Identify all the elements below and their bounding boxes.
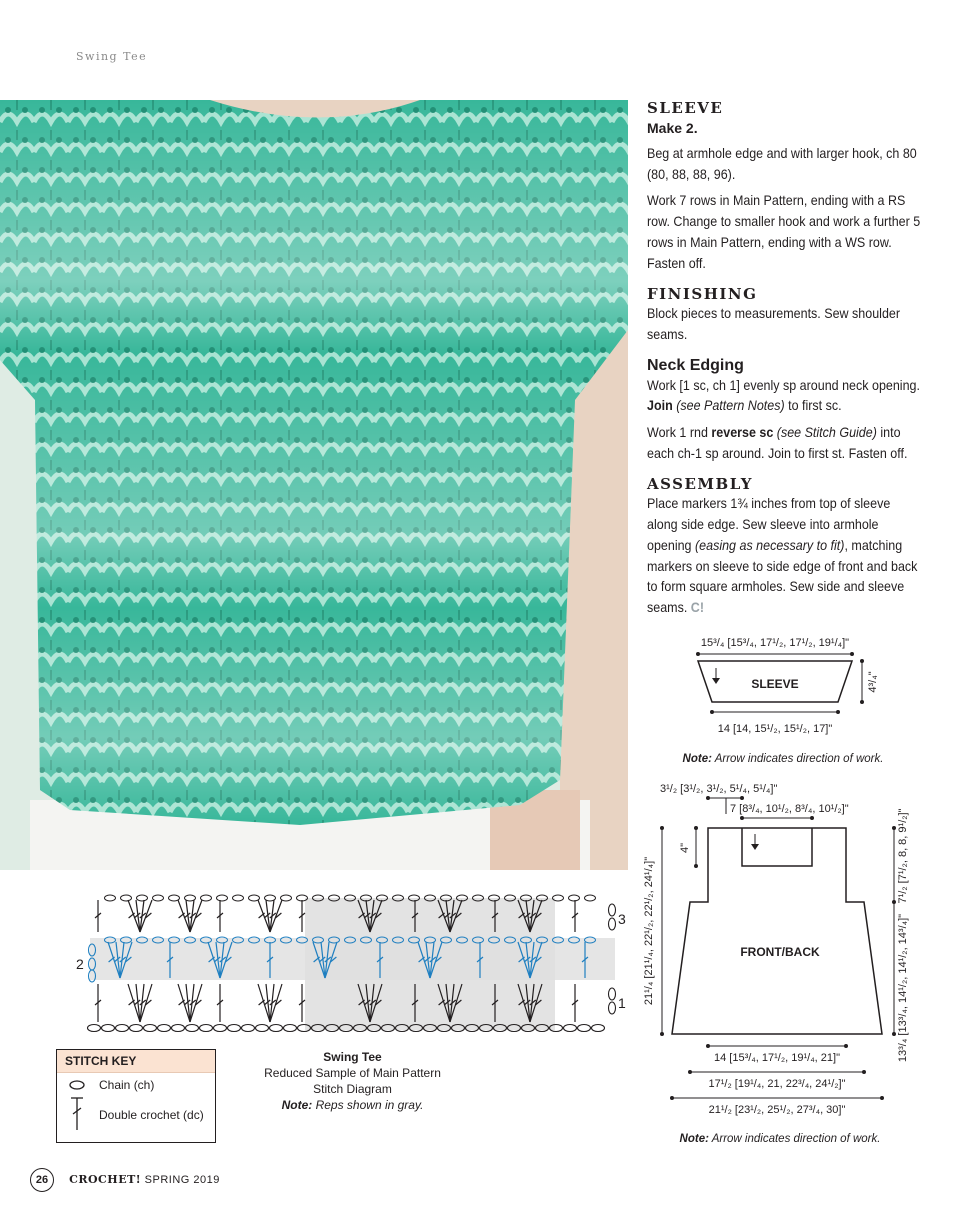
chain-stitch <box>217 895 228 901</box>
page-number: 26 <box>30 1168 54 1192</box>
chain-stitch <box>228 1025 241 1032</box>
front-back-label: FRONT/BACK <box>740 945 820 959</box>
chain-stitch <box>569 895 580 901</box>
body-note: Note: Arrow indicates direction of work. <box>679 1133 881 1145</box>
chain-stitch <box>102 1025 115 1032</box>
neck-para-2: Work 1 rnd reverse sc (see Stitch Guide) into each ch-1 sp around. Join to first st. Fasten off. <box>647 425 908 461</box>
diagram-caption <box>240 1049 465 1113</box>
caption-title: Swing Tee <box>323 1050 382 1064</box>
row-label-2: 2 <box>76 956 84 972</box>
issue-label: SPRING 2019 <box>141 1174 220 1186</box>
chain-stitch <box>578 1025 591 1032</box>
assembly-heading: ASSEMBLY <box>647 475 753 494</box>
chain-stitch <box>116 1025 129 1032</box>
chain-stitch <box>158 1025 171 1032</box>
turning-chain <box>609 988 616 1000</box>
row-label-3: 3 <box>618 911 626 927</box>
stitch-diagram <box>70 888 640 1040</box>
sleeve-bottom-measure: 14 [14, 15¹/₂, 15¹/₂, 17]" <box>717 723 833 735</box>
assembly-para: Place markers 1¾ inches from top of sleeve along side edge. Sew sleeve into armhole opening (easing as necessary to fit), matching markers on sleeve to side edge of front and back to form square armholes. Sew side and sleeve seams. C! <box>647 496 918 615</box>
neck-width-measure: 7 [8³/₄, 10¹/₂, 8³/₄, 10¹/₂]" <box>730 803 849 815</box>
chain-stitch <box>137 895 148 901</box>
chain-stitch <box>144 1025 157 1032</box>
chain-stitch <box>121 895 132 901</box>
sleeve-side-measure: 4³/₄" <box>867 671 879 693</box>
key-chain-label: Chain (ch) <box>99 1078 155 1092</box>
neck-depth-measure: 4" <box>679 842 691 854</box>
sleeve-label: SLEEVE <box>751 677 799 691</box>
chain-stitch <box>284 1025 297 1032</box>
front-back-schematic <box>640 776 940 1148</box>
chain-stitch <box>270 1025 283 1032</box>
armhole-measure: 7¹/₂ [7¹/₂, 8, 8, 9¹/₂]" <box>897 808 909 904</box>
turning-chain <box>609 918 616 930</box>
length-measure: 21¹/₄ [21¹/₄, 22¹/₂, 22¹/₂, 24¹/₄]" <box>643 856 655 1006</box>
page-footer <box>30 1168 220 1192</box>
caption-line-2: Stitch Diagram <box>313 1082 392 1096</box>
garment-photo <box>0 100 628 870</box>
finishing-para: Block pieces to measurements. Sew shoulder seams. <box>647 306 901 342</box>
finishing-heading: FINISHING <box>647 285 758 304</box>
neck-para-1: Work [1 sc, ch 1] evenly sp around neck opening. Join (see Pattern Notes) to first sc. <box>647 377 920 414</box>
end-mark: C! <box>690 599 704 615</box>
chain-stitch <box>153 895 164 901</box>
sleeve-para-2: Work 7 rows in Main Pattern, ending with a RS row. Change to smaller hook and work a further 5 rows in Main Pattern, ending with a WS row. Fasten off. <box>647 193 921 271</box>
key-dc-label: Double crochet (dc) <box>99 1108 204 1122</box>
chain-stitch <box>130 1025 143 1032</box>
sleeve-top-measure: 15³/₄ [15³/₄, 17¹/₂, 17¹/₂, 19¹/₄]" <box>700 637 850 649</box>
chain-stitch <box>592 1025 605 1032</box>
instructions-column <box>647 98 922 625</box>
caption-note: Note: Reps shown in gray. <box>281 1098 424 1112</box>
row-label-1: 1 <box>618 995 626 1011</box>
sleeve-note: Note: Arrow indicates direction of work. <box>682 753 884 765</box>
chain-stitch <box>200 1025 213 1032</box>
shoulder-measure: 3¹/₂ [3¹/₂, 3¹/₂, 5¹/₄, 5¹/₄]" <box>660 783 778 795</box>
chain-stitch <box>88 1025 101 1032</box>
turning-chain <box>609 904 616 916</box>
dc-symbol-icon <box>67 1094 87 1134</box>
side-measure: 13³/₄ [13³/₄, 14¹/₂, 14¹/₂, 14³/₄]" <box>897 913 909 1063</box>
caption-line-1: Reduced Sample of Main Pattern <box>264 1066 441 1080</box>
chain-stitch <box>172 1025 185 1032</box>
chain-stitch <box>564 1025 577 1032</box>
sleeve-para-1: Beg at armhole edge and with larger hook, ch 80 (80, 88, 88, 96). <box>647 146 917 182</box>
chain-oval-icon <box>67 1078 87 1092</box>
stitch-key <box>56 1049 216 1143</box>
turning-chain <box>609 1002 616 1014</box>
chain-stitch <box>233 895 244 901</box>
sleeve-heading: SLEEVE <box>647 99 724 117</box>
stitch-key-title: STITCH KEY <box>57 1050 215 1073</box>
upper-width-measure: 14 [15³/₄, 17¹/₂, 19¹/₄, 21]" <box>714 1052 840 1064</box>
chain-stitch <box>214 1025 227 1032</box>
chain-stitch <box>242 1025 255 1032</box>
sleeve-subheading: Make 2. <box>647 120 698 136</box>
chain-stitch <box>256 1025 269 1032</box>
chest-width-measure: 17¹/₂ [19¹/₄, 21, 22³/₄, 24¹/₂]" <box>708 1078 846 1090</box>
chain-stitch <box>105 895 116 901</box>
chain-stitch <box>186 1025 199 1032</box>
hem-width-measure: 21¹/₂ [23¹/₂, 25¹/₂, 27³/₄, 30]" <box>708 1104 846 1116</box>
chain-stitch <box>585 895 596 901</box>
sleeve-schematic <box>640 628 940 768</box>
magazine-name: CROCHET! <box>69 1173 142 1186</box>
running-title: Swing Tee <box>76 50 148 63</box>
neck-edging-heading: Neck Edging <box>647 356 744 374</box>
